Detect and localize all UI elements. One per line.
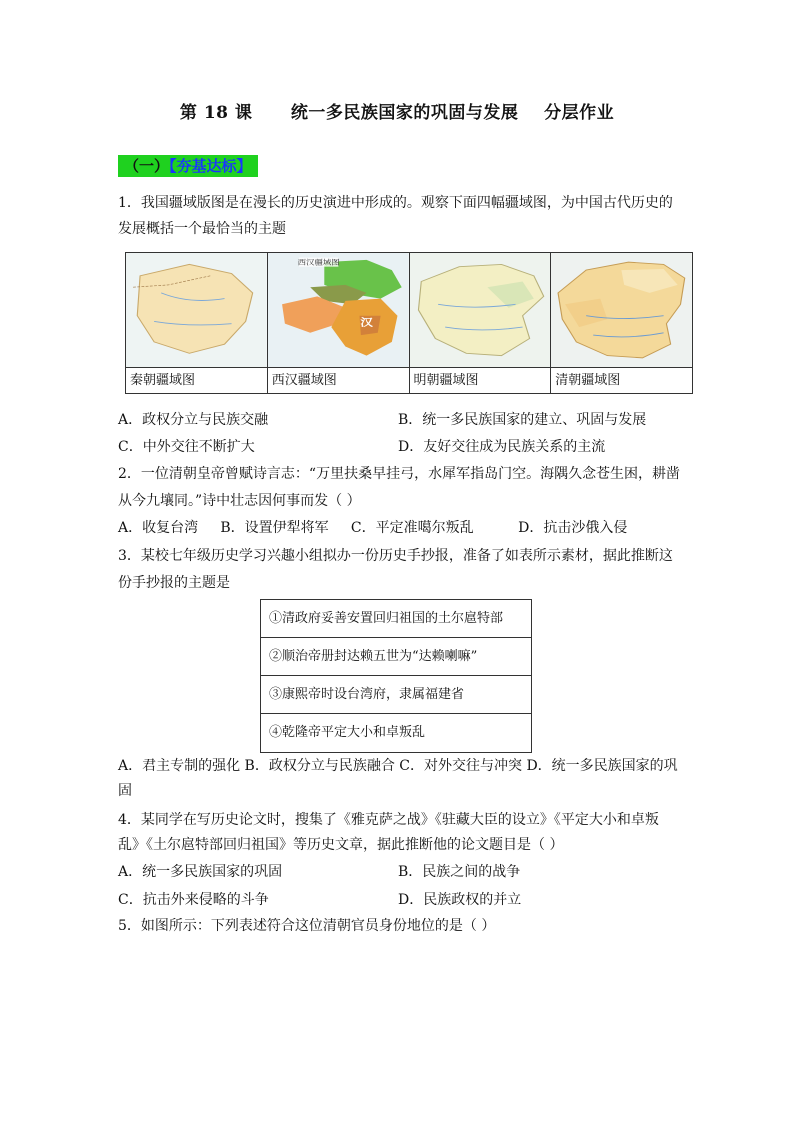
q1-option-a[interactable]: A．政权分立与民族交融 [118,412,269,428]
map-cell-ming [410,253,552,393]
section-heading [118,155,258,177]
map-caption-qin: 秦朝疆域图 [130,373,196,388]
map-caption-western-han: 西汉疆域图 [271,373,337,388]
qing-map-image [551,253,692,368]
q1-stem-line2: 发展概括一个最恰当的主题 [118,221,286,237]
map-cell-western-han [268,253,410,393]
q3-materials-table [260,599,532,753]
q3-options-line1[interactable]: A．君主专制的强化 B．政权分立与民族融合 C．对外交往与冲突 D．统一多民族国家的巩 [118,758,678,774]
ming-map-image [410,253,551,368]
q5-stem: 5．如图所示：下列表述符合这位清朝官员身份地位的是（ ） [118,918,496,934]
q3-stem-line2: 份手抄报的主题是 [118,575,230,591]
q2-stem-line2: 从今九壤同。”诗中壮志因何事而发（ ） [118,493,361,509]
q2-options[interactable]: A．收复台湾 B．设置伊犁将军 C．平定准噶尔叛乱 D．抗击沙俄入侵 [118,520,628,536]
section-label: 【夯基达标】 [169,157,252,175]
q3-options-line2[interactable]: 固 [118,783,132,799]
material-row: ①清政府妥善安置回归祖国的土尔扈特部 [261,600,531,638]
page-title: 第 18 课 统一多民族国家的巩固与发展 分层作业 [179,103,615,123]
q1-map-table [125,252,693,394]
q4-stem-line1: 4．某同学在写历史论文时，搜集了《雅克萨之战》《驻藏大臣的设立》《平定大小和卓叛 [118,812,659,828]
han-region-label: 汉 [359,316,373,329]
q1-option-b[interactable]: B．统一多民族国家的建立、巩固与发展 [398,412,647,428]
q1-stem-line1: 1．我国疆域版图是在漫长的历史演进中形成的。观察下面四幅疆域图，为中国古代历史的 [118,195,673,211]
map-cell-qin [126,253,268,393]
material-row: ④乾隆帝平定大小和卓叛乱 [269,725,426,740]
map-caption-qing: 清朝疆域图 [555,373,621,388]
q2-stem-line1: 2．一位清朝皇帝曾赋诗言志：“万里扶桑早挂弓，水犀军指岛门空。海隅久念苍生困，耕凿 [118,466,681,482]
western-han-map-image [268,253,409,368]
q4-stem-line2: 乱》《土尔扈特部回归祖国》等历史文章，据此推断他的论文题目是（ ） [118,837,564,853]
section-prefix: （一） [124,157,170,175]
material-row: ②顺治帝册封达赖五世为“达赖喇嘛” [261,638,531,676]
q3-stem-line1: 3．某校七年级历史学习兴趣小组拟办一份历史手抄报，准备了如表所示素材，据此推断这 [118,548,673,564]
q1-option-d[interactable]: D．友好交往成为民族关系的主流 [398,439,606,455]
map-caption-ming: 明朝疆域图 [413,373,479,388]
q4-option-a[interactable]: A．统一多民族国家的巩固 [118,864,283,880]
map-cell-qing [551,253,692,393]
q1-option-c[interactable]: C．中外交往不断扩大 [118,439,255,455]
qin-map-image [126,253,267,368]
q4-option-d[interactable]: D．民族政权的并立 [398,892,522,908]
q4-option-b[interactable]: B．民族之间的战争 [398,864,521,880]
q4-option-c[interactable]: C．抗击外来侵略的斗争 [118,892,269,908]
material-row: ③康熙帝时设台湾府，隶属福建省 [261,676,531,714]
han-map-inner-title: 西汉疆域图 [297,258,340,267]
